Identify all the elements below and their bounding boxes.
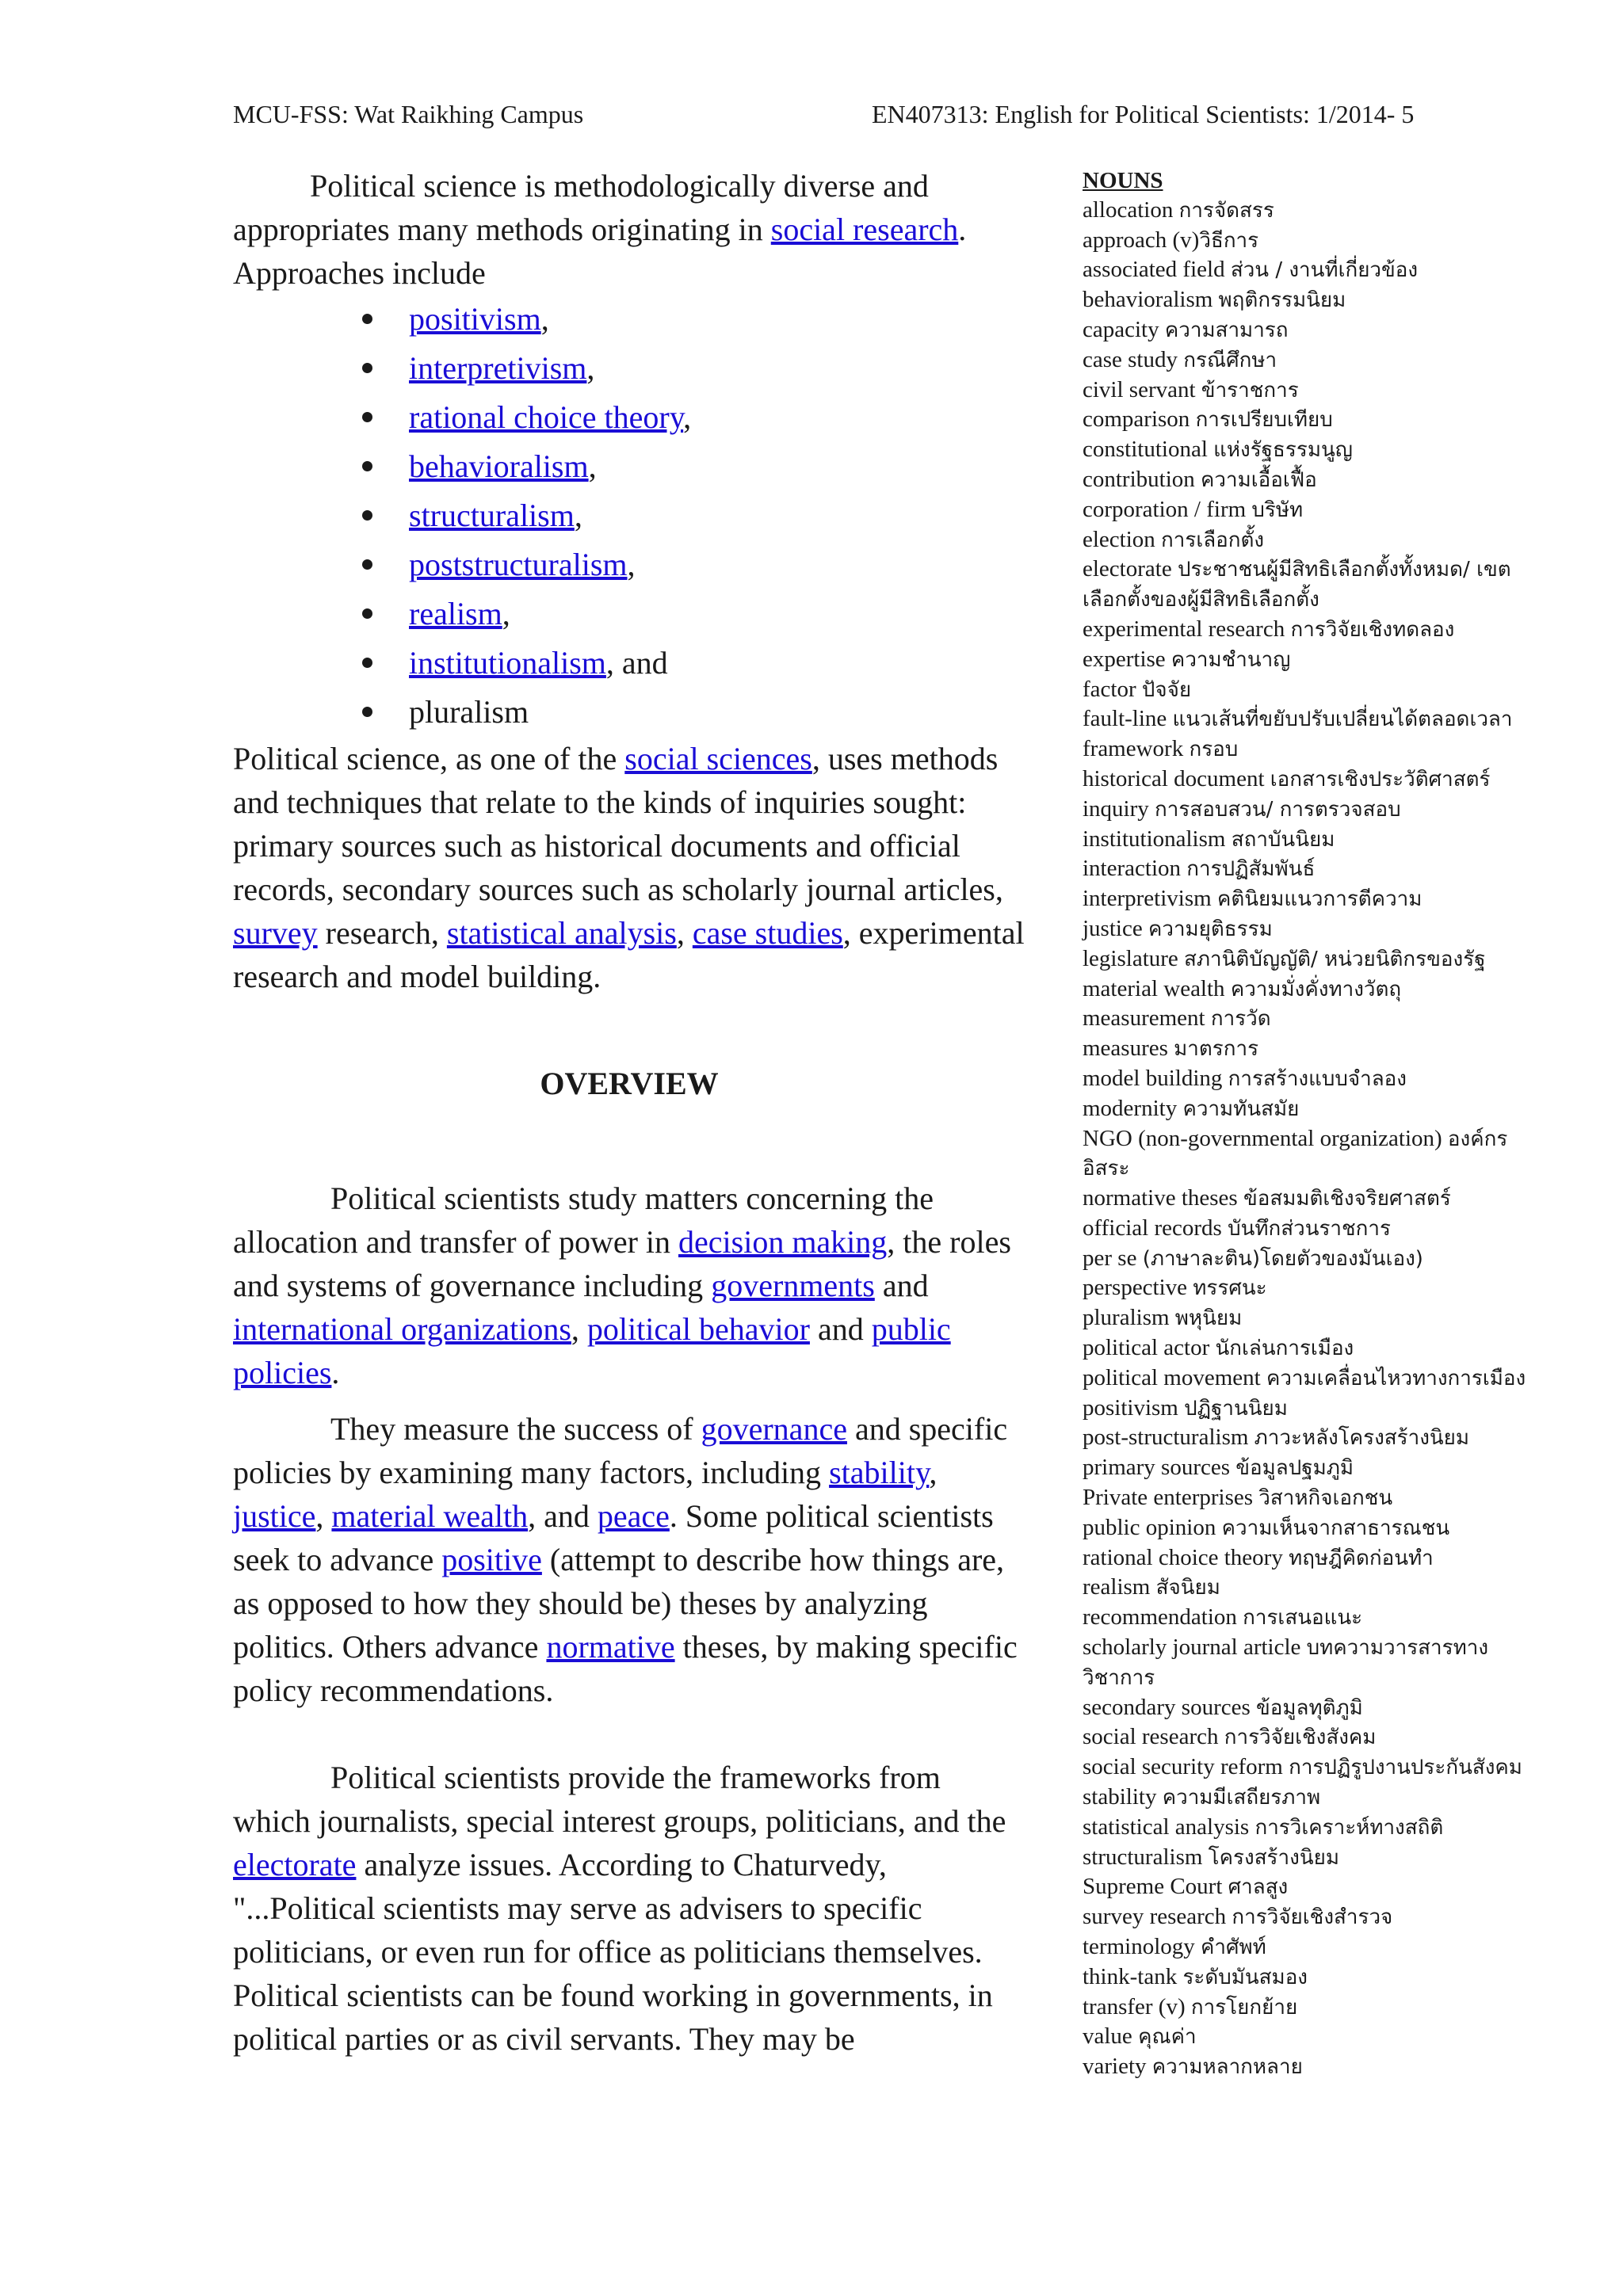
header-right: EN407313: English for Political Scientists: 1/2014- 5 [872, 100, 1415, 128]
glossary-term: justice [1083, 915, 1148, 941]
glossary-entry [1083, 1064, 1542, 1094]
link-positive[interactable]: positive [441, 1542, 542, 1577]
bullet-icon [362, 510, 372, 521]
glossary-term: allocation [1083, 196, 1179, 223]
glossary-entry [1083, 1094, 1542, 1124]
glossary-translation: วิธีการ [1199, 228, 1259, 253]
glossary-translation: ทรรศนะ [1193, 1276, 1267, 1301]
glossary-translation: ข้อมูลทุติภูมิ [1256, 1695, 1363, 1720]
glossary-term: modernity [1083, 1095, 1183, 1121]
glossary-entry [1083, 914, 1542, 944]
glossary-entry [1083, 1273, 1542, 1303]
approach-link[interactable]: structuralism [409, 498, 575, 533]
glossary-term: secondary sources [1083, 1694, 1257, 1720]
glossary-translation: องค์กรอิสระ [1083, 1127, 1508, 1181]
glossary-entry [1083, 704, 1542, 734]
glossary-term: think-tank [1083, 1963, 1183, 1989]
glossary-translation: แนวเส้นที่ขยับปรับเปลี่ยนได้ตลอดเวลา [1172, 707, 1513, 732]
glossary-translation: แห่งรัฐธรรมนูญ [1213, 438, 1353, 463]
glossary-term: behavioralism [1083, 287, 1219, 313]
overview-heading: OVERVIEW [540, 1066, 719, 1101]
glossary-translation: วิสาหกิจเอกชน [1258, 1486, 1393, 1511]
glossary-entry [1083, 405, 1542, 435]
link-justice[interactable]: justice [233, 1498, 316, 1534]
glossary-entry [1083, 1483, 1542, 1513]
glossary-term: fault-line [1083, 706, 1173, 732]
glossary-translation: การเลือกตั้ง [1161, 528, 1265, 552]
link-political-behavior[interactable]: political behavior [586, 1311, 810, 1347]
glossary-translation: ประชาชนผู้มีสิทธิเลือกตั้งทั้งหมด/ เขตเลือกตั้งของผู้มีสิทธิเลือกตั้ง [1083, 558, 1511, 612]
glossary-entry [1083, 285, 1542, 315]
link-governance[interactable]: governance [701, 1411, 847, 1447]
glossary-term: variety [1083, 2054, 1152, 2080]
link-normative[interactable]: normative [546, 1629, 675, 1665]
glossary-term: election [1083, 526, 1162, 552]
glossary-translation: ภาวะหลังโครงสร้างนิยม [1254, 1426, 1470, 1451]
glossary-entry [1083, 345, 1542, 376]
glossary-entry [1083, 795, 1542, 825]
glossary-term: value [1083, 2023, 1139, 2050]
glossary-translation: ความเอื้อเฟื้อ [1201, 467, 1317, 492]
glossary-translation: บันทึกส่วนราชการ [1228, 1216, 1391, 1241]
glossary-term: official records [1083, 1215, 1228, 1241]
glossary-term: historical document [1083, 765, 1270, 791]
glossary-term: case study [1083, 346, 1184, 372]
link-decision-making[interactable]: decision making [678, 1224, 888, 1260]
glossary-term: Private enterprises [1083, 1485, 1259, 1511]
approach-text: pluralism [409, 694, 529, 730]
glossary-term: associated field [1083, 257, 1231, 283]
glossary-term: institutionalism [1083, 826, 1232, 852]
glossary-translation: การวิจัยเชิงสังคม [1224, 1726, 1377, 1750]
glossary-term: statistical analysis [1083, 1814, 1255, 1840]
approach-link[interactable]: institutionalism [409, 645, 606, 681]
glossary-translation: ความเคลื่อนไหวทางการเมือง [1266, 1366, 1526, 1390]
approach-link[interactable]: interpretivism [409, 350, 587, 386]
glossary-translation: ความหลากหลาย [1151, 2055, 1303, 2080]
glossary-translation: ความชำนาญ [1170, 647, 1291, 672]
glossary-entry [1083, 765, 1542, 795]
glossary-term: legislature [1083, 945, 1185, 971]
glossary-translation: ปัจจัย [1141, 677, 1192, 702]
bullet-icon [362, 461, 372, 471]
approach-item: realism, [362, 589, 1025, 639]
glossary-translation: กรอบ [1189, 738, 1239, 762]
glossary-entry [1083, 1303, 1542, 1333]
glossary-translation: การวัด [1210, 1007, 1271, 1032]
glossary-term: public opinion [1083, 1514, 1222, 1540]
link-peace[interactable]: peace [597, 1498, 670, 1534]
glossary-translation: ความทันสมัย [1182, 1097, 1300, 1121]
glossary-entry [1083, 196, 1542, 226]
glossary-term: post-structuralism [1083, 1425, 1254, 1451]
glossary-entry [1083, 1004, 1542, 1034]
glossary-translation: ความยุติธรรม [1148, 917, 1273, 941]
glossary-translation: สภานิติบัญญัติ/ หน่วยนิติกรของรัฐ [1184, 947, 1486, 971]
link-statistical-analysis[interactable]: statistical analysis [446, 915, 677, 951]
glossary-term: approach (v) [1083, 227, 1200, 253]
link-international-organizations[interactable]: international organizations [233, 1311, 571, 1347]
glossary-entry [1083, 226, 1542, 256]
approach-item: positivism, [362, 295, 1025, 344]
glossary-term: capacity [1083, 316, 1165, 342]
glossary-entry [1083, 854, 1542, 884]
glossary-entry [1083, 1813, 1542, 1843]
glossary-entry [1083, 1722, 1542, 1753]
approach-item: interpretivism, [362, 344, 1025, 393]
glossary-term: framework [1083, 736, 1190, 762]
approach-link[interactable]: poststructuralism [409, 547, 628, 582]
glossary-entry [1083, 1902, 1542, 1932]
methods-paragraph: Political science, as one of the social sciences, uses methods and techniques that relate to the kinds of inquiries sought: primary sources such as historical documents and official records, secondary sources such as scholarly journal articles, survey research, statistical analysis, case studies, experimental research and model building. [233, 741, 1025, 994]
glossary-translation: มาตรการ [1174, 1037, 1259, 1062]
glossary-entry [1083, 1363, 1542, 1394]
glossary-translation: ความมีเสถียรภาพ [1162, 1786, 1321, 1810]
glossary-entry [1083, 1872, 1542, 1902]
glossary-term: Supreme Court [1083, 1874, 1228, 1900]
glossary-translation: การเสนอแนะ [1243, 1606, 1363, 1630]
glossary-translation: เอกสารเชิงประวัติศาสตร์ [1270, 767, 1491, 791]
approaches-list [233, 295, 1025, 737]
glossary-entry [1083, 1244, 1542, 1274]
approach-link[interactable]: positivism [409, 301, 541, 337]
glossary-entry [1083, 944, 1542, 974]
glossary-translation: การปฏิรูปงานประกันสังคม [1289, 1756, 1522, 1780]
glossary-translation: การวิจัยเชิงสำรวจ [1232, 1905, 1393, 1930]
glossary-entry [1083, 1633, 1542, 1693]
glossary-entry [1083, 1453, 1542, 1483]
glossary-column [1083, 166, 1542, 2082]
approach-item: institutionalism, and [362, 639, 1025, 688]
overview-paragraph-3: Political scientists provide the frameworks from which journalists, special interest groups, politicians, and the electorate analyze issues. According to Chaturvedy, "...Political scientists may serve as advisers to specific politicians, or even run for office as politicians themselves. Political scientists can be found working in governments, in political parties or as civil servants. They may be [233, 1760, 1006, 2057]
glossary-list [1083, 196, 1542, 2082]
glossary-entry [1083, 974, 1542, 1005]
link-material-wealth[interactable]: material wealth [331, 1498, 529, 1534]
link-stability[interactable]: stability [829, 1455, 930, 1490]
glossary-translation: บริษัท [1251, 498, 1304, 522]
glossary-term: inquiry [1083, 795, 1155, 822]
glossary-translation: สถาบันนิยม [1231, 827, 1335, 852]
glossary-translation: กรณีศึกษา [1183, 348, 1277, 372]
glossary-entry [1083, 1962, 1542, 1993]
glossary-term: positivism [1083, 1394, 1185, 1421]
bullet-icon [362, 608, 372, 619]
glossary-term: recommendation [1083, 1604, 1243, 1630]
glossary-translation: การเปรียบเทียบ [1195, 408, 1333, 433]
bullet-icon [362, 707, 372, 717]
glossary-translation: ส่วน / งานที่เกี่ยวข้อง [1230, 258, 1419, 283]
glossary-entry [1083, 1184, 1542, 1214]
glossary-translation: การจัดสรร [1178, 198, 1274, 223]
glossary-entry [1083, 1124, 1542, 1184]
glossary-term: measurement [1083, 1005, 1211, 1032]
glossary-entry [1083, 1034, 1542, 1064]
glossary-translation: โครงสร้างนิยม [1208, 1845, 1339, 1870]
approach-link[interactable]: realism [409, 596, 502, 631]
glossary-term: contribution [1083, 466, 1201, 492]
glossary-entry [1083, 1993, 1542, 2023]
overview-paragraph-2: They measure the success of governance and specific policies by examining many factors, including stability, justice, material wealth, and peace. Some political scientists seek to advance positive (attempt to describe how things are, as opposed to how they should be) theses by analyzing politics. Others advance normative theses, by making specific policy recommendations. [233, 1411, 1018, 1708]
glossary-translation: ข้อมูลปฐมภูมิ [1235, 1456, 1354, 1481]
glossary-translation: ข้าราชการ [1201, 378, 1299, 402]
glossary-term: material wealth [1083, 975, 1231, 1001]
glossary-translation: บทความวารสารทางวิชาการ [1083, 1636, 1489, 1690]
glossary-term: social security reform [1083, 1754, 1289, 1780]
bullet-icon [362, 314, 372, 324]
glossary-entry [1083, 1333, 1542, 1363]
glossary-term: stability [1083, 1784, 1163, 1810]
glossary-translation: ข้อสมมติเชิงจริยศาสตร์ [1243, 1187, 1451, 1211]
glossary-title: NOUNS [1083, 168, 1163, 193]
glossary-term: transfer (v) [1083, 1993, 1191, 2019]
glossary-entry [1083, 495, 1542, 525]
approach-item [362, 688, 1025, 737]
glossary-translation: ศาลสูง [1228, 1875, 1289, 1900]
link-governments[interactable]: governments [711, 1268, 875, 1303]
approach-link[interactable]: rational choice theory [409, 399, 684, 435]
glossary-term: per se [1083, 1245, 1143, 1271]
link-public-policies[interactable]: public policies [233, 1311, 951, 1390]
glossary-entry [1083, 615, 1542, 645]
glossary-entry [1083, 2052, 1542, 2082]
glossary-translation: สัจนิยม [1155, 1576, 1220, 1600]
glossary-entry [1083, 1693, 1542, 1723]
glossary-translation: พฤติกรรมนิยม [1218, 288, 1346, 313]
glossary-term: comparison [1083, 406, 1196, 433]
glossary-term: measures [1083, 1035, 1174, 1062]
glossary-translation: ระดับมันสมอง [1182, 1965, 1308, 1989]
glossary-term: model building [1083, 1065, 1228, 1091]
link-electorate[interactable]: electorate [233, 1847, 357, 1882]
glossary-entry [1083, 1603, 1542, 1633]
intro-paragraph: Political science is methodologically diverse and appropriates many methods originating in social research. Approaches include [233, 168, 967, 291]
glossary-entry [1083, 255, 1542, 285]
glossary-entry [1083, 1394, 1542, 1424]
glossary-translation: ทฤษฎีคิดก่อนทำ [1289, 1546, 1434, 1570]
glossary-entry [1083, 435, 1542, 465]
glossary-translation: (ภาษาละติน)โดยตัวของมันเอง) [1142, 1246, 1423, 1271]
glossary-term: social research [1083, 1724, 1224, 1750]
glossary-translation: คำศัพท์ [1201, 1936, 1266, 1960]
approach-link[interactable]: behavioralism [409, 448, 589, 484]
bullet-icon [362, 658, 372, 668]
glossary-entry [1083, 645, 1542, 675]
bullet-icon [362, 363, 372, 373]
approach-item: poststructuralism, [362, 540, 1025, 589]
glossary-term: political movement [1083, 1364, 1266, 1390]
glossary-term: civil servant [1083, 376, 1201, 402]
glossary-translation: นักเล่นการเมือง [1215, 1337, 1354, 1361]
glossary-entry [1083, 1783, 1542, 1813]
link-social-sciences[interactable]: social sciences [624, 741, 812, 776]
glossary-translation: ปฏิฐานนิยม [1184, 1396, 1288, 1421]
glossary-term: electorate [1083, 556, 1178, 582]
glossary-entry [1083, 555, 1542, 615]
glossary-entry [1083, 1753, 1542, 1783]
glossary-entry [1083, 1843, 1542, 1873]
glossary-translation: การโยกย้าย [1190, 1995, 1298, 2019]
link-social-research[interactable]: social research [770, 212, 959, 247]
glossary-entry [1083, 465, 1542, 495]
glossary-term: constitutional [1083, 437, 1214, 463]
glossary-translation: คตินิยมแนวการตีความ [1216, 887, 1423, 912]
glossary-term: interaction [1083, 856, 1187, 882]
glossary-entry [1083, 2022, 1542, 2052]
glossary-term: interpretivism [1083, 886, 1217, 912]
glossary-term: perspective [1083, 1275, 1193, 1301]
approach-item: rational choice theory, [362, 393, 1025, 442]
glossary-entry [1083, 376, 1542, 406]
glossary-term: pluralism [1083, 1305, 1175, 1331]
glossary-term: political actor [1083, 1335, 1216, 1361]
glossary-entry [1083, 1423, 1542, 1453]
glossary-entry [1083, 1932, 1542, 1962]
glossary-entry [1083, 675, 1542, 705]
glossary-translation: การวิเคราะห์ทางสถิติ [1254, 1815, 1444, 1840]
glossary-term: realism [1083, 1574, 1156, 1600]
overview-paragraph-1: Political scientists study matters concerning the allocation and transfer of power in decision making, the roles and systems of governance including governments and international organizations, political behavior and public policies. [233, 1180, 1011, 1390]
approach-item: behavioralism, [362, 442, 1025, 491]
glossary-term: scholarly journal article [1083, 1634, 1307, 1661]
glossary-entry [1083, 315, 1542, 345]
glossary-translation: ความเห็นจากสาธารณชน [1221, 1516, 1450, 1540]
glossary-term: terminology [1083, 1934, 1201, 1960]
glossary-entry [1083, 1513, 1542, 1543]
glossary-translation: การปฏิสัมพันธ์ [1186, 857, 1316, 882]
main-column [233, 164, 1025, 2061]
glossary-entry [1083, 1214, 1542, 1244]
link-survey[interactable]: survey [233, 915, 318, 951]
glossary-term: primary sources [1083, 1455, 1236, 1481]
glossary-term: normative theses [1083, 1185, 1243, 1211]
bullet-icon [362, 559, 372, 570]
glossary-entry [1083, 884, 1542, 914]
bullet-icon [362, 412, 372, 422]
glossary-term: NGO (non-governmental organization) [1083, 1125, 1448, 1151]
glossary-term: experimental research [1083, 616, 1291, 642]
glossary-term: structuralism [1083, 1844, 1209, 1870]
header-left: MCU-FSS: Wat Raikhing Campus [233, 100, 584, 128]
link-case-studies[interactable]: case studies [692, 915, 843, 951]
glossary-translation: ความสามารถ [1164, 318, 1289, 342]
glossary-entry [1083, 1573, 1542, 1603]
approach-item: structuralism, [362, 491, 1025, 540]
glossary-translation: การวิจัยเชิงทดลอง [1290, 617, 1455, 642]
glossary-entry [1083, 734, 1542, 765]
glossary-term: survey research [1083, 1904, 1232, 1930]
glossary-term: rational choice theory [1083, 1544, 1289, 1570]
glossary-term: factor [1083, 676, 1142, 702]
glossary-entry [1083, 825, 1542, 855]
glossary-translation: การสร้างแบบจำลอง [1228, 1066, 1407, 1091]
glossary-translation: การสอบสวน/ การตรวจสอบ [1155, 797, 1401, 822]
glossary-translation: พหุนิยม [1174, 1306, 1243, 1331]
glossary-term: corporation / firm [1083, 496, 1252, 522]
glossary-entry [1083, 1543, 1542, 1573]
glossary-term: expertise [1083, 646, 1171, 672]
glossary-entry [1083, 525, 1542, 555]
glossary-translation: ความมั่งคั่งทางวัตถุ [1230, 977, 1402, 1001]
glossary-translation: คุณค่า [1138, 2025, 1197, 2050]
